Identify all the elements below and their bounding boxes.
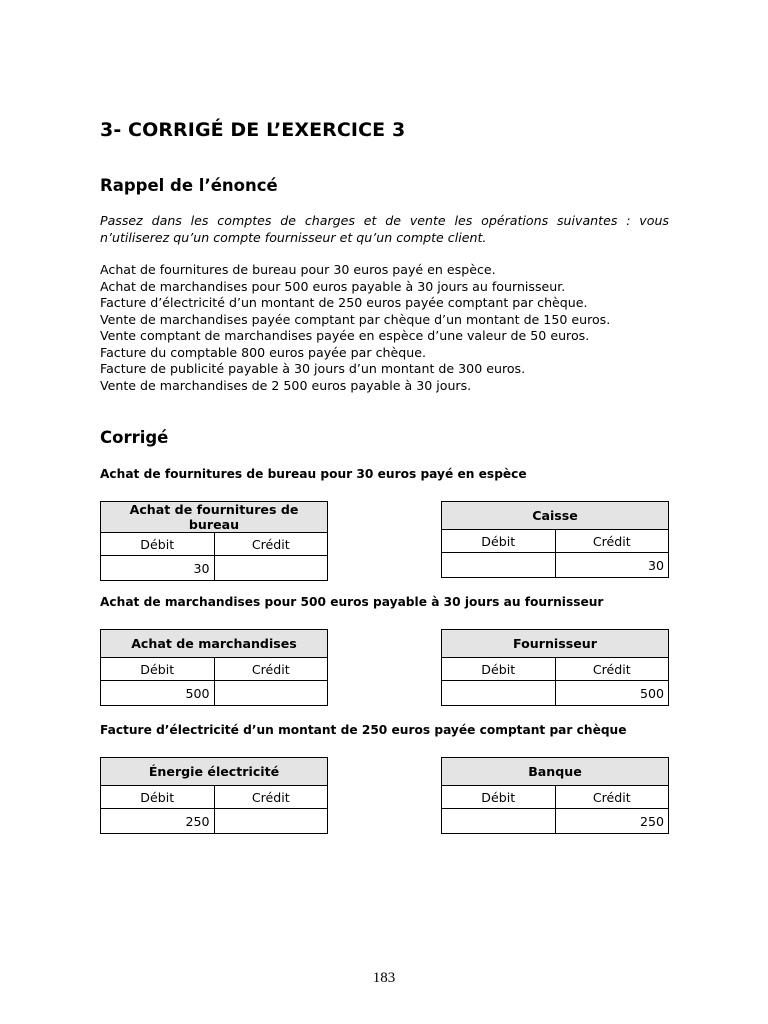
page-title: 3- CORRIGÉ DE L’EXERCICE 3 (100, 119, 406, 141)
credit-header: Crédit (555, 530, 669, 553)
account-name: Banque (442, 758, 669, 786)
debit-value: 250 (101, 809, 215, 834)
entry-label: Achat de marchandises pour 500 euros payable à 30 jours au fournisseur (100, 595, 604, 609)
account-name: Caisse (442, 502, 669, 530)
debit-value (442, 809, 556, 834)
credit-header: Crédit (214, 533, 328, 556)
t-account-caisse (441, 501, 669, 578)
operation-item: Vente de marchandises de 2 500 euros payable à 30 jours. (100, 377, 472, 393)
debit-value: 30 (101, 556, 215, 581)
debit-header: Débit (442, 786, 556, 809)
operation-item: Achat de fournitures de bureau pour 30 euros payé en espèce. (100, 262, 496, 277)
credit-value: 500 (555, 681, 669, 706)
t-account-achat-marchandises (100, 629, 328, 706)
operation-item: Facture de publicité payable à 30 jours d’un montant de 300 euros. (100, 361, 526, 376)
credit-header: Crédit (214, 786, 328, 809)
credit-value: 30 (555, 553, 669, 578)
debit-header: Débit (442, 658, 556, 681)
t-account-fournisseur (441, 629, 669, 706)
instruction-text: Passez dans les comptes de charges et de vente les opérations suivantes : vous n’utiliserez qu’un compte fournisseur et qu’un compte client. (100, 213, 669, 245)
t-account-banque (441, 757, 669, 834)
operation-item: Vente comptant de marchandises payée en espèce d’une valeur de 50 euros. (100, 328, 590, 343)
debit-header: Débit (101, 786, 215, 809)
credit-value (214, 556, 328, 581)
account-name: Achat de fournitures de bureau (101, 502, 328, 533)
entry-label: Achat de fournitures de bureau pour 30 euros payé en espèce (100, 467, 527, 481)
operation-item: Achat de marchandises pour 500 euros payable à 30 jours au fournisseur. (100, 278, 566, 294)
debit-value (442, 681, 556, 706)
rappel-heading: Rappel de l’énoncé (100, 176, 278, 195)
debit-header: Débit (442, 530, 556, 553)
account-name: Fournisseur (442, 630, 669, 658)
debit-header: Débit (101, 533, 215, 556)
credit-value: 250 (555, 809, 669, 834)
credit-value (214, 809, 328, 834)
page-number: 183 (372, 970, 396, 986)
t-account-achat-fournitures (100, 501, 328, 581)
operations-list (100, 262, 669, 394)
account-name: Achat de marchandises (101, 630, 328, 658)
operation-item: Facture d’électricité d’un montant de 250 euros payée comptant par chèque. (100, 295, 588, 310)
debit-value: 500 (101, 681, 215, 706)
credit-header: Crédit (555, 786, 669, 809)
operation-item: Vente de marchandises payée comptant par chèque d’un montant de 150 euros. (100, 311, 611, 327)
debit-header: Débit (101, 658, 215, 681)
corrige-heading: Corrigé (100, 428, 169, 447)
t-account-energie-electricite (100, 757, 328, 834)
credit-value (214, 681, 328, 706)
account-name: Énergie électricité (101, 758, 328, 786)
entry-label: Facture d’électricité d’un montant de 250 euros payée comptant par chèque (100, 723, 627, 737)
credit-header: Crédit (555, 658, 669, 681)
operation-item: Facture du comptable 800 euros payée par chèque. (100, 344, 426, 360)
credit-header: Crédit (214, 658, 328, 681)
debit-value (442, 553, 556, 578)
